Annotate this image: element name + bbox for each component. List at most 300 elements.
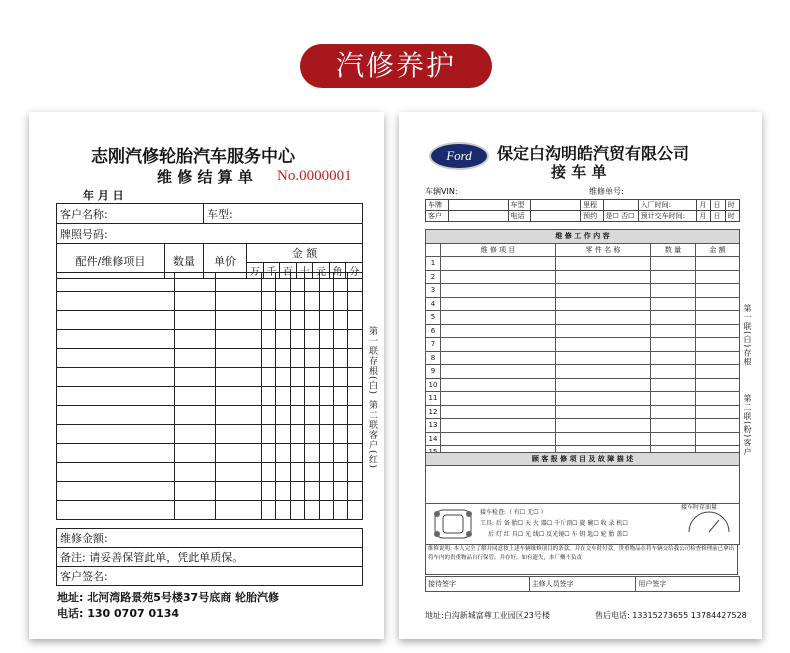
row-number: 2 — [426, 270, 441, 284]
item-cell — [333, 482, 347, 501]
item-row — [57, 387, 363, 406]
customer-signature: 用户签字 — [636, 577, 740, 592]
item-cell — [290, 330, 304, 349]
item-cell — [174, 482, 215, 501]
row-number: 11 — [426, 392, 441, 406]
work-cell — [556, 351, 651, 365]
item-cell — [261, 425, 275, 444]
work-row — [426, 257, 740, 271]
item-cell — [319, 349, 333, 368]
item-cell — [290, 311, 304, 330]
item-cell — [276, 349, 290, 368]
cell-blank — [531, 211, 581, 222]
unit-cell: 十 — [296, 263, 313, 279]
item-cell — [348, 368, 363, 387]
item-cell — [261, 292, 275, 311]
item-cell — [290, 463, 304, 482]
cell-day: 日 — [711, 211, 725, 222]
cell-yes-no: 是☐ 否☐ — [603, 211, 638, 222]
item-cell — [174, 406, 215, 425]
work-cell — [556, 324, 651, 338]
work-row — [426, 432, 740, 446]
settlement-form — [29, 112, 384, 639]
date-label: 年 月 日 — [83, 189, 124, 202]
item-cell — [319, 463, 333, 482]
col-item: 维 修 项 目 — [441, 243, 556, 257]
row-number: 6 — [426, 324, 441, 338]
work-cell — [441, 365, 556, 379]
work-row — [426, 405, 740, 419]
address-text: 地址:白沟新城富尊工业园区23号楼 — [425, 611, 550, 620]
items-rows — [56, 272, 363, 520]
work-row — [426, 351, 740, 365]
item-cell — [348, 330, 363, 349]
item-cell — [290, 425, 304, 444]
item-cell — [305, 330, 319, 349]
item-cell — [348, 501, 363, 520]
work-row — [426, 324, 740, 338]
item-cell — [290, 387, 304, 406]
work-items-table — [425, 229, 740, 460]
item-row — [57, 501, 363, 520]
item-cell — [348, 292, 363, 311]
col-items: 配件/维修项目 — [57, 244, 165, 279]
cell-blank — [448, 211, 508, 222]
item-cell — [174, 273, 215, 292]
item-cell — [57, 349, 175, 368]
item-cell — [333, 273, 347, 292]
work-cell — [696, 365, 740, 379]
item-cell — [305, 292, 319, 311]
work-cell — [556, 257, 651, 271]
unit-cell: 万 — [247, 263, 264, 279]
work-cell — [651, 351, 696, 365]
item-cell — [348, 273, 363, 292]
work-cell — [696, 284, 740, 298]
item-cell — [348, 463, 363, 482]
row-number: 12 — [426, 405, 441, 419]
item-cell — [57, 292, 175, 311]
fuel-label: 接车时存油量 — [681, 504, 718, 511]
cell-mileage: 里程 — [581, 200, 604, 211]
work-cell — [651, 311, 696, 325]
work-cell — [441, 432, 556, 446]
work-cell — [651, 297, 696, 311]
work-cell — [441, 405, 556, 419]
row-number: 13 — [426, 419, 441, 433]
item-cell — [276, 387, 290, 406]
item-cell — [57, 406, 175, 425]
item-cell — [174, 387, 215, 406]
copy-label-2: 第二联客户(红) — [367, 400, 377, 470]
company-name: 保定白沟明皓汽贸有限公司 — [497, 144, 690, 163]
work-cell — [556, 297, 651, 311]
row-number: 4 — [426, 297, 441, 311]
work-cell — [696, 419, 740, 433]
item-cell — [290, 444, 304, 463]
work-cell — [696, 405, 740, 419]
work-cell — [556, 432, 651, 446]
item-cell — [348, 311, 363, 330]
item-cell — [276, 311, 290, 330]
item-cell — [57, 482, 175, 501]
item-cell — [216, 425, 262, 444]
report-area — [425, 465, 740, 504]
work-header: 维 修 工 作 内 容 — [426, 230, 740, 244]
item-cell — [319, 444, 333, 463]
item-cell — [333, 292, 347, 311]
item-cell — [290, 406, 304, 425]
work-cell — [651, 378, 696, 392]
item-cell — [57, 330, 175, 349]
work-cell — [651, 419, 696, 433]
item-cell — [319, 425, 333, 444]
item-cell — [333, 330, 347, 349]
work-row — [426, 419, 740, 433]
unit-cell: 千 — [263, 263, 280, 279]
customer-name-label: 客户名称: — [57, 204, 204, 224]
item-cell — [174, 501, 215, 520]
item-row — [57, 368, 363, 387]
item-cell — [261, 444, 275, 463]
row-number: 1 — [426, 257, 441, 271]
unit-cell: 元 — [313, 263, 330, 279]
item-cell — [174, 425, 215, 444]
item-cell — [333, 444, 347, 463]
item-cell — [57, 273, 175, 292]
item-row — [57, 311, 363, 330]
work-row — [426, 338, 740, 352]
item-cell — [319, 330, 333, 349]
work-row — [426, 297, 740, 311]
item-cell — [57, 387, 175, 406]
sales-phone-text: 售后电话: 13315273655 13784427528 — [595, 611, 747, 620]
item-cell — [261, 482, 275, 501]
work-cell — [651, 324, 696, 338]
item-cell — [216, 368, 262, 387]
copy-label-1: 第一联存根(白) — [367, 326, 377, 396]
item-cell — [174, 349, 215, 368]
col-part: 零 件 名 称 — [556, 243, 651, 257]
work-cell — [696, 311, 740, 325]
work-cell — [696, 257, 740, 271]
item-cell — [216, 273, 262, 292]
item-cell — [276, 273, 290, 292]
item-cell — [319, 482, 333, 501]
work-row — [426, 378, 740, 392]
reception-form — [399, 112, 762, 639]
item-cell — [290, 482, 304, 501]
item-cell — [305, 387, 319, 406]
item-cell — [261, 501, 275, 520]
item-cell — [348, 349, 363, 368]
item-cell — [261, 368, 275, 387]
item-cell — [348, 406, 363, 425]
item-row — [57, 406, 363, 425]
doc-title: 维 修 结 算 单 — [157, 168, 253, 186]
item-cell — [276, 482, 290, 501]
work-cell — [441, 324, 556, 338]
item-cell — [174, 292, 215, 311]
work-row — [426, 392, 740, 406]
item-cell — [276, 425, 290, 444]
work-cell — [556, 270, 651, 284]
item-cell — [333, 349, 347, 368]
work-cell — [651, 270, 696, 284]
item-cell — [276, 444, 290, 463]
work-cell — [556, 311, 651, 325]
item-cell — [216, 292, 262, 311]
work-cell — [651, 432, 696, 446]
work-cell — [696, 378, 740, 392]
item-row — [57, 273, 363, 292]
item-cell — [216, 311, 262, 330]
item-cell — [276, 406, 290, 425]
doc-title: 接 车 单 — [551, 163, 607, 181]
work-cell — [651, 257, 696, 271]
work-cell — [441, 284, 556, 298]
work-cell — [556, 419, 651, 433]
item-cell — [333, 387, 347, 406]
unit-cell: 百 — [280, 263, 297, 279]
customer-info-table — [56, 203, 363, 244]
work-cell — [441, 338, 556, 352]
item-cell — [305, 368, 319, 387]
work-cell — [441, 257, 556, 271]
cell-hour: 时 — [725, 200, 739, 211]
col-price: 单价 — [204, 244, 247, 279]
work-cell — [696, 392, 740, 406]
item-cell — [348, 425, 363, 444]
work-cell — [441, 351, 556, 365]
item-cell — [216, 387, 262, 406]
work-cell — [556, 405, 651, 419]
item-cell — [290, 368, 304, 387]
work-cell — [651, 405, 696, 419]
item-cell — [348, 482, 363, 501]
item-cell — [216, 406, 262, 425]
item-cell — [305, 463, 319, 482]
item-cell — [319, 368, 333, 387]
work-cell — [441, 419, 556, 433]
check-line-3: 后 灯 红 具☐ 光 线☐ 反光镜☐ 车 钥 匙☐ 轮 胎 盖☐ — [488, 531, 628, 538]
row-number: 8 — [426, 351, 441, 365]
work-row — [426, 311, 740, 325]
work-cell — [696, 432, 740, 446]
item-row — [57, 463, 363, 482]
item-cell — [261, 406, 275, 425]
item-cell — [305, 501, 319, 520]
row-number: 10 — [426, 378, 441, 392]
work-cell — [556, 284, 651, 298]
item-row — [57, 425, 363, 444]
item-cell — [57, 311, 175, 330]
item-cell — [174, 463, 215, 482]
item-cell — [319, 387, 333, 406]
footer-table — [56, 528, 363, 586]
item-cell — [174, 311, 215, 330]
address-text: 地址: 北河湾路景苑5号楼37号底商 轮胎汽修 — [57, 591, 280, 604]
item-cell — [319, 273, 333, 292]
banner-title: 汽修养护 — [300, 44, 492, 88]
check-line-1: 接车检查:（ 有☐ 无☐ ） — [480, 509, 547, 516]
row-number: 14 — [426, 432, 441, 446]
ford-logo — [429, 142, 489, 170]
company-name: 志刚汽修轮胎汽车服务中心 — [91, 147, 295, 167]
item-cell — [216, 501, 262, 520]
item-cell — [333, 425, 347, 444]
cell-plate: 车牌 — [426, 200, 449, 211]
item-cell — [174, 330, 215, 349]
item-cell — [333, 368, 347, 387]
item-cell — [57, 368, 175, 387]
work-cell — [441, 297, 556, 311]
item-cell — [290, 273, 304, 292]
item-cell — [305, 273, 319, 292]
signature-table — [425, 576, 740, 592]
work-cell — [696, 338, 740, 352]
item-cell — [305, 406, 319, 425]
work-row — [426, 365, 740, 379]
col-amount: 金 额 — [247, 244, 363, 263]
item-cell — [216, 463, 262, 482]
inspection-area — [425, 504, 740, 545]
item-cell — [290, 501, 304, 520]
item-cell — [276, 463, 290, 482]
repair-no-label: 维修单号: — [589, 187, 624, 196]
work-cell — [441, 270, 556, 284]
check-line-2: 工具: 后 备 胎☐ 天 火 器☐ 千斤顶☐ 旋 碗☐ 收 录 机☐ — [480, 520, 628, 527]
cell-month: 月 — [697, 211, 711, 222]
cell-blank — [603, 200, 638, 211]
item-cell — [319, 406, 333, 425]
work-cell — [556, 392, 651, 406]
col-qty: 数量 — [165, 244, 204, 279]
cell-day: 日 — [711, 200, 725, 211]
item-cell — [319, 311, 333, 330]
work-cell — [696, 270, 740, 284]
item-cell — [305, 482, 319, 501]
report-header: 顾 客 报 修 项 目 及 故 障 描 述 — [425, 452, 740, 466]
vin-label: 车辆VIN: — [425, 187, 458, 196]
car-model-label: 车型: — [204, 204, 363, 224]
cell-phone: 电话 — [508, 211, 531, 222]
car-diagram-icon — [429, 506, 477, 542]
work-cell — [556, 378, 651, 392]
phone-text: 电话: 130 0707 0134 — [57, 607, 180, 620]
work-row — [426, 270, 740, 284]
work-cell — [441, 392, 556, 406]
item-cell — [333, 311, 347, 330]
item-cell — [333, 463, 347, 482]
vehicle-info-table — [425, 199, 740, 222]
work-cell — [651, 338, 696, 352]
item-row — [57, 444, 363, 463]
item-cell — [216, 330, 262, 349]
col-no — [426, 243, 441, 257]
item-cell — [57, 444, 175, 463]
item-cell — [348, 444, 363, 463]
work-cell — [696, 324, 740, 338]
row-number: 3 — [426, 284, 441, 298]
plate-label: 牌照号码: — [57, 224, 363, 244]
item-cell — [319, 501, 333, 520]
item-cell — [261, 463, 275, 482]
ford-logo-text: Ford — [446, 148, 472, 163]
item-cell — [57, 425, 175, 444]
work-row — [426, 284, 740, 298]
copy-label-1: 第一联(白)存根 — [743, 304, 752, 367]
unit-cell: 分 — [346, 263, 363, 279]
item-cell — [305, 349, 319, 368]
row-number: 9 — [426, 365, 441, 379]
copy-label-2: 第二联(粉)客户 — [743, 394, 752, 457]
item-row — [57, 482, 363, 501]
item-row — [57, 349, 363, 368]
item-cell — [348, 387, 363, 406]
reception-signature: 接待签字 — [426, 577, 530, 592]
item-cell — [261, 273, 275, 292]
cell-customer: 客户 — [426, 211, 449, 222]
item-cell — [333, 406, 347, 425]
item-cell — [290, 349, 304, 368]
item-cell — [216, 444, 262, 463]
col-amount: 金 额 — [696, 243, 740, 257]
work-cell — [556, 338, 651, 352]
signature-label: 客户签名: — [57, 567, 363, 586]
repair-statement: 维修说明: 本人完全了解并同意按上述车辆维修项目的条款，并在交车时付款，贵重物品在将车辆交给我公司检查修理前已拿出将车内的贵重物品自行保管，并存好，如有遗失，本厂概不负责 — [425, 545, 738, 575]
item-cell — [57, 501, 175, 520]
cell-month: 月 — [697, 200, 711, 211]
cell-delivery-time: 预计交车时间: — [638, 211, 697, 222]
cell-entry-time: 入厂时间: — [638, 200, 697, 211]
item-cell — [174, 368, 215, 387]
item-cell — [305, 425, 319, 444]
item-cell — [276, 501, 290, 520]
item-cell — [174, 444, 215, 463]
unit-cell: 角 — [329, 263, 346, 279]
row-number: 7 — [426, 338, 441, 352]
item-cell — [305, 311, 319, 330]
cell-appointment: 预约 — [581, 211, 604, 222]
work-cell — [651, 284, 696, 298]
item-cell — [276, 368, 290, 387]
item-cell — [261, 387, 275, 406]
item-cell — [305, 444, 319, 463]
work-cell — [696, 297, 740, 311]
row-number: 5 — [426, 311, 441, 325]
item-cell — [57, 463, 175, 482]
item-cell — [290, 292, 304, 311]
item-row — [57, 292, 363, 311]
technician-signature: 主修人员签字 — [529, 577, 636, 592]
work-cell — [441, 378, 556, 392]
cell-blank — [448, 200, 508, 211]
repair-amount-label: 维修金额: — [57, 529, 363, 548]
item-cell — [276, 292, 290, 311]
work-cell — [556, 365, 651, 379]
work-cell — [441, 311, 556, 325]
note-text: 备注: 请妥善保管此单，凭此单质保。 — [57, 548, 363, 567]
item-cell — [216, 349, 262, 368]
item-cell — [276, 330, 290, 349]
fuel-gauge-icon — [684, 510, 734, 536]
item-row — [57, 330, 363, 349]
doc-number: No.0000001 — [277, 168, 352, 184]
item-cell — [333, 501, 347, 520]
work-cell — [696, 351, 740, 365]
work-cell — [651, 392, 696, 406]
